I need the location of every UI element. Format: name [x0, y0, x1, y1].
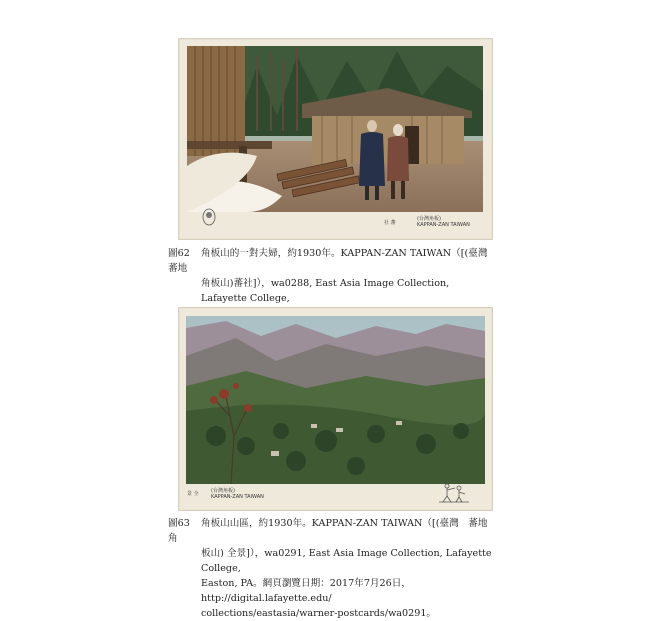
caption-line-2: 角板山)蕃社]），wa0288, East Asia Image Collection, Lafayette College, [201, 278, 450, 304]
figure-number: 圖63 [168, 518, 190, 529]
caption-line-1: 角板山山區，約1930年。KAPPAN-ZAN TAIWAN（[(臺灣 蕃地 角 [168, 518, 488, 544]
photo-illustration [187, 46, 483, 212]
photo-mountain-landscape [186, 316, 485, 484]
caption-line-2: 板山) 全景]），wa0291, East Asia Image Collection, Lafayette College, [201, 548, 492, 574]
figure-63-caption [168, 516, 498, 621]
figure-number: 圖62 [168, 248, 190, 259]
postcard-left-mark: 景 全 [187, 491, 199, 497]
postcard-stamp-en: KAPPAN-ZAN TAIWAN [211, 494, 264, 500]
caption-line-1: 角板山的一對夫婦，約1930年。KAPPAN-ZAN TAIWAN（[(臺灣 蕃地 [168, 248, 498, 274]
harvest-figure-emblem [437, 480, 471, 504]
caption-line-3: Easton, PA。網頁瀏覽日期：2017年7月26日，http://digital.lafayette.edu/ [201, 578, 411, 604]
postcard-stamp-en: KAPPAN-ZAN TAIWAN [417, 222, 470, 228]
postcard-stamp-label: (台灣角板) [211, 488, 235, 494]
woman-portrait-emblem [201, 207, 217, 227]
caption-line-4: collections/eastasia/warner-postcards/wa0291。 [201, 608, 437, 619]
postcard-figure-63 [178, 307, 493, 511]
postcard-left-mark: 社 蕃 [384, 220, 396, 226]
photo-couple-kappan-zan [187, 46, 483, 212]
postcard-figure-62 [178, 38, 493, 240]
postcard-stamp-label: (台灣角板) [417, 216, 441, 222]
landscape-illustration [186, 316, 485, 484]
